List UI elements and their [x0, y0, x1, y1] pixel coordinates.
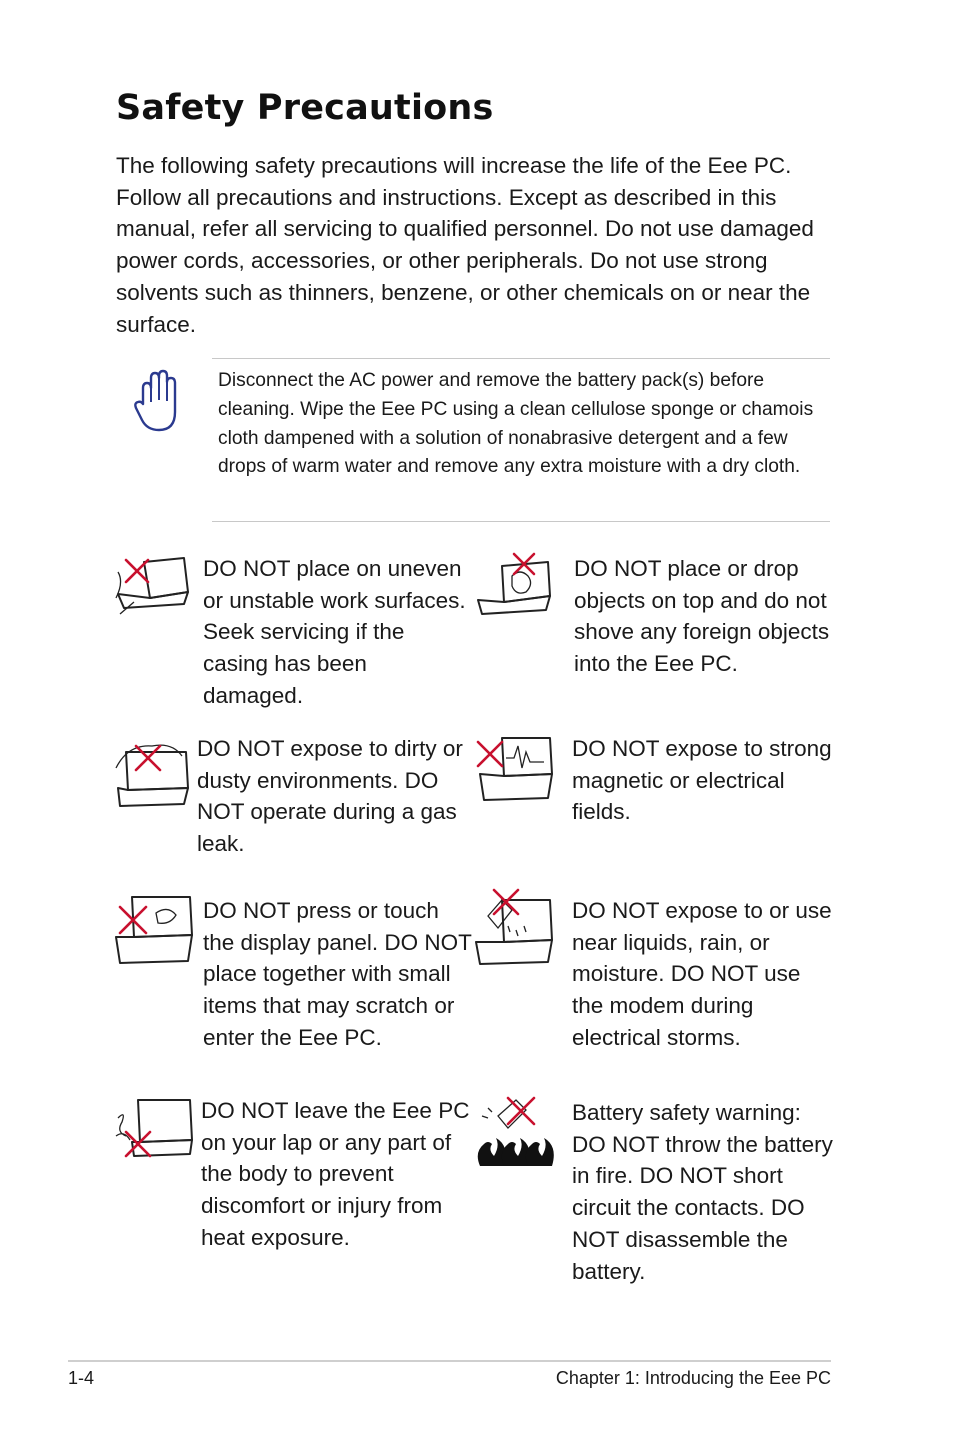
footer-divider [68, 1360, 831, 1362]
note-text: Disconnect the AC power and remove the battery pack(s) before cleaning. Wipe the Eee PC using a clean cellulose sponge or chamois cloth dampened with a solution of nonabrasive detergent and a few drops of warm water and remove any extra moisture with a dry cloth. [218, 370, 814, 478]
cleaning-note [212, 358, 830, 522]
liquid-icon [472, 886, 558, 968]
item-drop-objects: DO NOT place or drop objects on top and do not shove any foreign objects into the Eee PC. [574, 556, 830, 677]
item-touch-display: DO NOT press or touch the display panel. DO NOT place together with small items that may scratch or enter the Eee PC. [203, 898, 472, 1050]
item-battery-fire: Battery safety warning: DO NOT throw the battery in fire. DO NOT short circuit the contacts. DO NOT disassemble the battery. [572, 1100, 833, 1284]
heat-lap-icon [112, 1096, 196, 1162]
item-dust: DO NOT expose to dirty or dusty environments. DO NOT operate during a gas leak. [197, 736, 463, 857]
item-liquid: DO NOT expose to or use near liquids, rain, or moisture. DO NOT use the modem during electrical storms. [572, 898, 832, 1050]
touch-display-icon [112, 893, 196, 967]
unstable-surface-icon [114, 552, 194, 618]
chapter-title: Chapter 1: Introducing the Eee PC [555, 1368, 831, 1388]
page-number: 1-4 [68, 1368, 95, 1388]
dust-icon [112, 738, 196, 810]
intro-paragraph: The following safety precautions will increase the life of the Eee PC. Follow all precautions and instructions. Except as described in this manual, refer all servicing to qualified personnel. Do not use damaged power cords, accessories, or other peripherals. Do not use strong solvents such as thinners, benzene, or other chemicals on or near the surface. [116, 153, 814, 337]
item-heat-lap: DO NOT leave the Eee PC on your lap or any part of the body to prevent discomfort or injury from heat exposure. [201, 1098, 470, 1250]
page-title: Safety Precautions [116, 88, 494, 128]
magnetic-field-icon [474, 734, 556, 804]
battery-fire-icon [474, 1094, 556, 1170]
item-magnetic-field: DO NOT expose to strong magnetic or electrical fields. [572, 736, 832, 825]
item-unstable-surface: DO NOT place on uneven or unstable work surfaces. Seek servicing if the casing has been damaged. [203, 556, 466, 708]
drop-objects-icon [474, 552, 556, 622]
raised-hand-icon [133, 368, 181, 434]
